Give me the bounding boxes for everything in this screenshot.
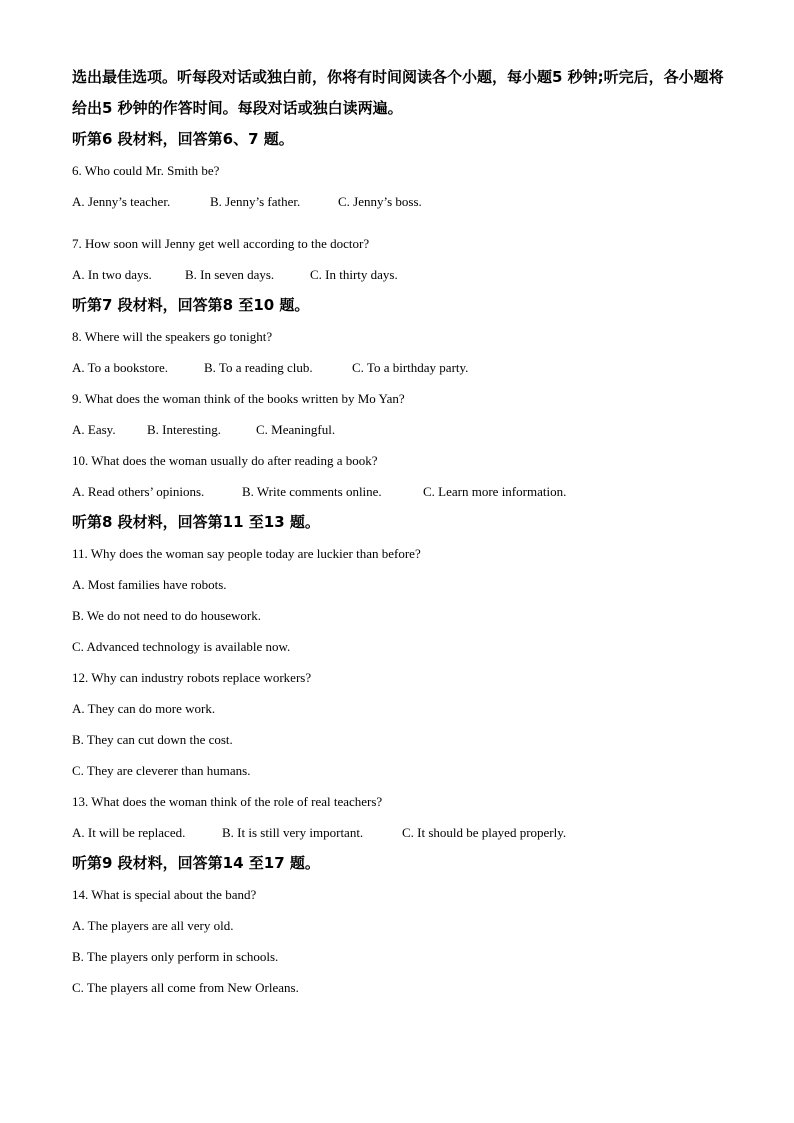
- option-13b: B. It is still very important.: [222, 825, 364, 840]
- exam-page: [72, 62, 732, 1003]
- question-10: 10. What does the woman usually do after reading a book?: [72, 453, 378, 468]
- option-7c: C. In thirty days.: [310, 267, 398, 282]
- section-heading-7: 听第7 段材料，回答第8 至10 题。: [72, 296, 310, 314]
- option-13a: A. It will be replaced.: [72, 825, 186, 840]
- option-11a: A. Most families have robots.: [72, 577, 227, 592]
- option-6c: C. Jenny’s boss.: [338, 194, 422, 209]
- instructions-text: 选出最佳选项。听每段对话或独白前，你将有时间阅读各个小题，每小题5 秒钟;听完后，各小题将给出5 秒钟的作答时间。每段对话或独白读两遍。: [72, 68, 724, 117]
- question-8: 8. Where will the speakers go tonight?: [72, 329, 273, 344]
- option-8b: B. To a reading club.: [204, 360, 313, 375]
- option-8a: A. To a bookstore.: [72, 360, 168, 375]
- option-8c: C. To a birthday party.: [352, 360, 469, 375]
- section-heading-9: 听第9 段材料，回答第14 至17 题。: [72, 854, 320, 872]
- option-13c: C. It should be played properly.: [402, 825, 567, 840]
- question-6: 6. Who could Mr. Smith be?: [72, 163, 220, 178]
- section-heading-8: 听第8 段材料，回答第11 至13 题。: [72, 513, 320, 531]
- question-12: 12. Why can industry robots replace workers?: [72, 670, 312, 685]
- option-14b: B. The players only perform in schools.: [72, 949, 279, 964]
- option-12b: B. They can cut down the cost.: [72, 732, 233, 747]
- option-7b: B. In seven days.: [185, 267, 275, 282]
- option-6a: A. Jenny’s teacher.: [72, 194, 171, 209]
- question-13: 13. What does the woman think of the role of real teachers?: [72, 794, 383, 809]
- option-9c: C. Meaningful.: [256, 422, 336, 437]
- option-10b: B. Write comments online.: [242, 484, 382, 499]
- question-14: 14. What is special about the band?: [72, 887, 257, 902]
- options-row-10: [72, 476, 732, 507]
- question-11: 11. Why does the woman say people today are luckier than before?: [72, 546, 421, 561]
- question-7: 7. How soon will Jenny get well according to the doctor?: [72, 236, 370, 251]
- option-9a: A. Easy.: [72, 422, 116, 437]
- options-row-13: [72, 817, 732, 848]
- option-11c: C. Advanced technology is available now.: [72, 639, 291, 654]
- option-10c: C. Learn more information.: [423, 484, 567, 499]
- option-7a: A. In two days.: [72, 267, 152, 282]
- option-14a: A. The players are all very old.: [72, 918, 234, 933]
- option-14c: C. The players all come from New Orleans.: [72, 980, 299, 995]
- question-9: 9. What does the woman think of the books written by Mo Yan?: [72, 391, 405, 406]
- option-6b: B. Jenny’s father.: [210, 194, 301, 209]
- option-9b: B. Interesting.: [147, 422, 222, 437]
- option-11b: B. We do not need to do housework.: [72, 608, 261, 623]
- options-row-7: [72, 259, 732, 290]
- option-12a: A. They can do more work.: [72, 701, 216, 716]
- option-12c: C. They are cleverer than humans.: [72, 763, 251, 778]
- options-row-6: [72, 186, 732, 228]
- options-row-9: [72, 414, 732, 445]
- section-heading-6: 听第6 段材料，回答第6、7 题。: [72, 130, 294, 148]
- option-10a: A. Read others’ opinions.: [72, 484, 205, 499]
- options-row-8: [72, 352, 732, 383]
